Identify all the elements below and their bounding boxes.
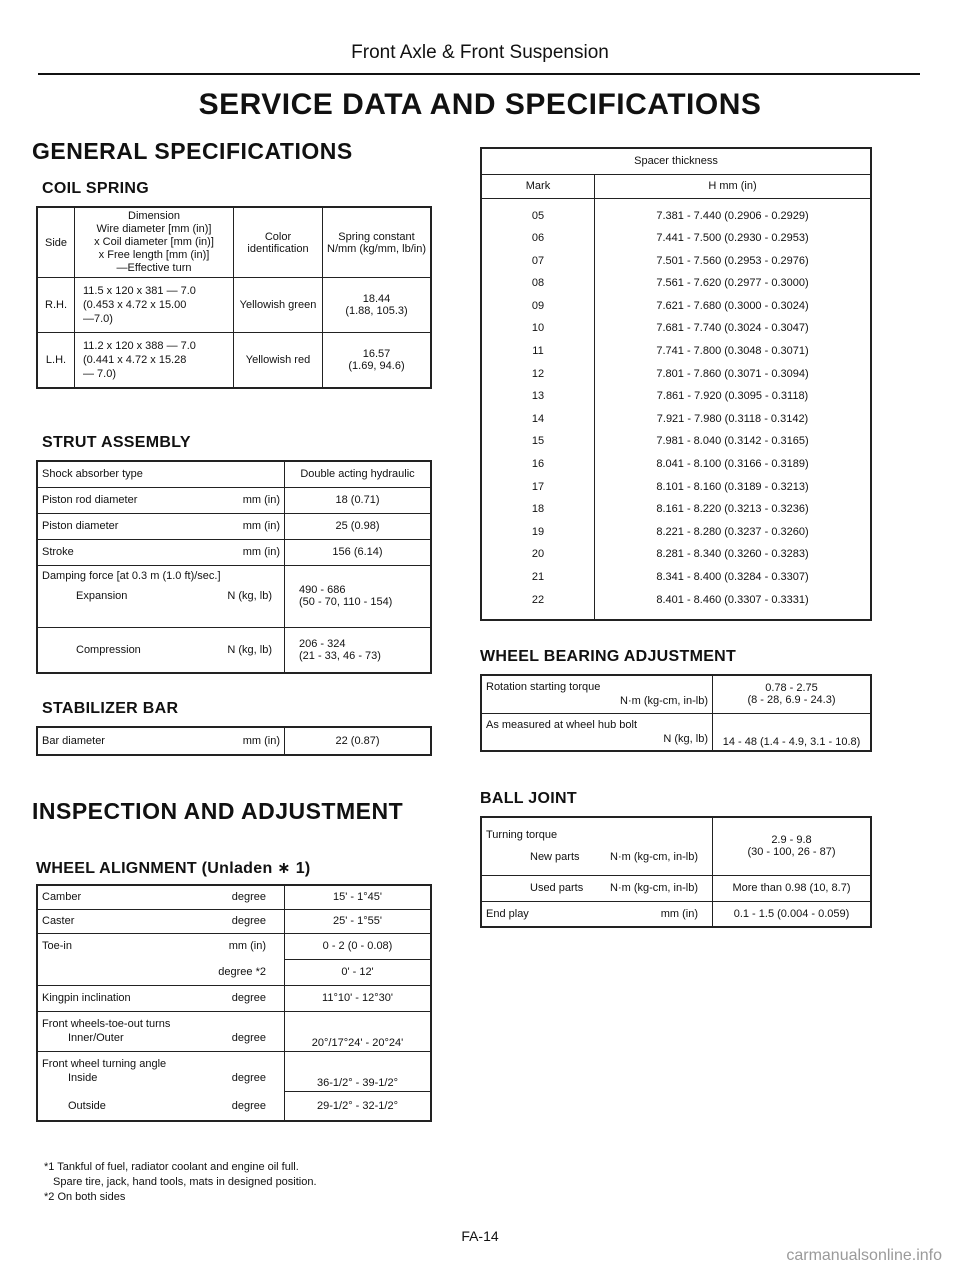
table-row <box>37 627 431 673</box>
spacer-value: 7.621 - 7.680 (0.3000 - 0.3024) <box>656 299 809 312</box>
compression-value-cell <box>285 627 432 673</box>
footnote-1: *1 Tankful of fuel, radiator coolant and engine oil full. <box>44 1161 299 1173</box>
strut-value-cell: Double acting hydraulic <box>285 461 432 487</box>
hub-bolt-value: 14 - 48 (1.4 - 4.9, 3.1 - 10.8) <box>713 713 872 751</box>
color-cell: Yellowish green <box>234 278 323 333</box>
new-parts-unit: N·m (kg-cm, in-lb) <box>610 851 698 864</box>
outside-unit: degree <box>231 1099 266 1112</box>
spacer-value: 8.341 - 8.400 (0.3284 - 0.3307) <box>656 571 809 583</box>
toe-in-unit-degree: degree *2 <box>218 965 266 978</box>
spacer-value: 7.741 - 7.800 (0.3048 - 0.3071) <box>656 345 809 358</box>
align-label-cell <box>37 909 285 933</box>
outside-value: 29-1/2° - 32-1/2° <box>285 1091 432 1121</box>
table-row <box>37 278 431 333</box>
rotation-label: Rotation starting torque <box>486 681 601 694</box>
dim-line: 11.2 x 120 x 388 — 7.0 <box>83 339 196 352</box>
turning-angle-label: Front wheel turning angle <box>42 1058 167 1071</box>
side-cell: R.H. <box>37 278 75 333</box>
spacer-value: 7.381 - 7.440 (0.2906 - 0.2929) <box>656 209 809 222</box>
table-row <box>37 985 431 1011</box>
toe-out-unit: degree <box>231 1032 266 1044</box>
table-row <box>37 565 431 627</box>
strut-label-cell <box>37 461 285 487</box>
spacer-value: 8.101 - 8.160 (0.3189 - 0.3213) <box>656 480 809 493</box>
spacer-value: 7.501 - 7.560 (0.2953 - 0.2976) <box>656 254 809 267</box>
spacer-mark: 12 <box>531 367 545 380</box>
table-row <box>481 713 871 751</box>
bearing-label-cell <box>481 675 713 713</box>
spacer-mark: 09 <box>531 299 545 312</box>
strut-label: Stroke <box>42 546 74 558</box>
spacer-value: 7.561 - 7.620 (0.2977 - 0.3000) <box>656 277 809 290</box>
align-label-cell <box>37 933 285 959</box>
ball-joint-heading: BALL JOINT <box>480 790 577 807</box>
running-header: Front Axle & Front Suspension <box>351 42 609 63</box>
footnote-1-cont: Spare tire, jack, hand tools, mats in designed position. <box>53 1176 317 1188</box>
turning-torque-label: Turning torque <box>486 829 558 842</box>
spacer-mark: 10 <box>531 322 545 335</box>
end-play-value: 0.1 - 1.5 (0.004 - 0.059) <box>713 901 872 927</box>
compression-value: (21 - 33, 46 - 73) <box>299 649 381 662</box>
dimension-cell <box>75 333 234 388</box>
spacer-value: 7.921 - 7.980 (0.3118 - 0.3142) <box>656 412 809 425</box>
strut-value-cell: 156 (6.14) <box>285 539 432 565</box>
stabilizer-table <box>36 726 432 756</box>
outside-label: Outside <box>68 1099 106 1112</box>
table-row <box>481 675 871 713</box>
spring-cell <box>323 278 432 333</box>
damping-label-cell <box>37 565 285 627</box>
dim-line: (0.453 x 4.72 x 15.00 <box>83 299 187 311</box>
coil-spring-heading: COIL SPRING <box>42 180 150 197</box>
coil-spring-table <box>36 206 432 389</box>
spacer-mark: 17 <box>531 480 545 493</box>
new-parts-value <box>713 817 872 875</box>
table-row <box>481 148 871 174</box>
spacer-mark: 20 <box>531 548 545 561</box>
caster-value: 25' - 1°55' <box>285 909 432 933</box>
dim-head-line: x Free length [mm (in)] <box>98 249 210 261</box>
inside-unit: degree <box>231 1072 266 1085</box>
table-row <box>481 817 871 875</box>
spacer-mark: 15 <box>531 435 545 448</box>
table-row <box>37 539 431 565</box>
inspection-heading: INSPECTION AND ADJUSTMENT <box>32 798 404 824</box>
table-row <box>481 198 871 620</box>
table-row <box>37 1091 431 1121</box>
dimension-cell <box>75 278 234 333</box>
side-cell: L.H. <box>37 333 75 388</box>
compression-label: Compression <box>76 643 141 656</box>
strut-assembly-table <box>36 460 432 674</box>
spacer-mark: 16 <box>531 458 545 471</box>
header-rule <box>38 73 920 75</box>
stabilizer-unit: mm (in) <box>242 735 280 747</box>
dim-line: (0.441 x 4.72 x 15.28 <box>83 353 187 366</box>
strut-value-cell: 18 (0.71) <box>285 487 432 513</box>
inside-value: 36-1/2° - 39-1/2° <box>285 1051 432 1091</box>
compression-label-cell <box>37 627 285 673</box>
strut-value-cell: 25 (0.98) <box>285 513 432 539</box>
kingpin-unit: degree <box>231 992 266 1004</box>
toe-in-degree-value: 0' - 12' <box>285 959 432 985</box>
toe-out-value: 20°/17°24' - 20°24' <box>285 1011 432 1051</box>
spacer-mark: 07 <box>531 254 545 267</box>
spacer-mark: 21 <box>531 571 545 583</box>
damping-label: Damping force [at 0.3 m (1.0 ft)/sec.] <box>42 569 221 582</box>
camber-unit: degree <box>231 891 266 904</box>
wheel-alignment-heading: WHEEL ALIGNMENT (Unladen ∗ 1) <box>36 860 311 877</box>
strut-label-cell <box>37 539 285 565</box>
used-parts-label: Used parts <box>530 882 584 894</box>
wheel-bearing-heading: WHEEL BEARING ADJUSTMENT <box>480 648 737 665</box>
table-row <box>37 207 431 278</box>
end-play-unit: mm (in) <box>660 907 698 920</box>
marks-cell <box>481 198 595 620</box>
stabilizer-label-cell <box>37 727 285 755</box>
color-cell: Yellowish red <box>234 333 323 388</box>
used-parts-unit: N·m (kg-cm, in-lb) <box>610 882 698 894</box>
rotation-unit: N·m (kg-cm, in-lb) <box>620 695 708 708</box>
dim-head-line: Wire diameter [mm (in)] <box>96 223 212 235</box>
ball-joint-table <box>480 816 872 928</box>
spacer-value: 7.681 - 7.740 (0.3024 - 0.3047) <box>656 322 809 335</box>
footnotes <box>44 1160 317 1205</box>
spacer-mark: 22 <box>531 593 545 606</box>
spacer-thickness-table <box>480 147 872 621</box>
spacer-mark: 14 <box>531 412 545 425</box>
spacer-mark: 06 <box>531 232 545 245</box>
compression-value: 206 - 324 <box>299 637 346 650</box>
table-row <box>37 959 431 985</box>
general-specifications-heading: GENERAL SPECIFICATIONS <box>32 138 353 164</box>
spacer-value: 8.221 - 8.280 (0.3237 - 0.3260) <box>656 525 809 538</box>
table-row <box>37 727 431 755</box>
dim-line: — 7.0) <box>83 367 117 380</box>
table-row <box>37 333 431 388</box>
compression-unit: N (kg, lb) <box>227 643 272 656</box>
spacer-value: 8.281 - 8.340 (0.3260 - 0.3283) <box>656 548 809 561</box>
strut-label-cell <box>37 513 285 539</box>
footnote-2: *2 On both sides <box>44 1191 126 1203</box>
table-row <box>37 487 431 513</box>
strut-label: Shock absorber type <box>42 468 143 481</box>
align-label-cell <box>37 959 285 985</box>
caster-label: Caster <box>42 915 75 927</box>
table-row <box>481 901 871 927</box>
col-spring-constant: Spring constant N/mm (kg/mm, lb/in) <box>323 207 432 278</box>
col-side: Side <box>37 207 75 278</box>
table-row <box>481 875 871 901</box>
spacer-value: 8.041 - 8.100 (0.3166 - 0.3189) <box>656 458 809 471</box>
rotation-value-line: (8 - 28, 6.9 - 24.3) <box>747 694 836 707</box>
toe-in-label: Toe-in <box>42 940 72 953</box>
kingpin-value: 11°10' - 12°30' <box>285 985 432 1011</box>
align-label-cell <box>37 985 285 1011</box>
rotation-value-line: 0.78 - 2.75 <box>765 682 818 695</box>
spacer-mark: 18 <box>531 503 545 516</box>
spacer-mark: 11 <box>532 345 544 358</box>
expansion-value: 490 - 686 <box>299 584 346 596</box>
spring-line: 18.44 <box>362 293 391 305</box>
wheel-alignment-table <box>36 884 432 1122</box>
col-color: Color identification <box>234 207 323 278</box>
marks-list <box>486 205 590 612</box>
wheel-bearing-table <box>480 674 872 752</box>
spring-cell <box>323 333 432 388</box>
spacer-value: 7.801 - 7.860 (0.3071 - 0.3094) <box>656 367 809 380</box>
table-row <box>37 885 431 909</box>
ball-label-cell <box>481 875 713 901</box>
end-play-label: End play <box>486 907 529 920</box>
align-label-cell <box>37 1011 285 1051</box>
strut-assembly-heading: STRUT ASSEMBLY <box>42 434 191 451</box>
spacer-mark: 19 <box>531 525 545 538</box>
stabilizer-bar-heading: STABILIZER BAR <box>42 700 179 717</box>
table-row <box>37 1051 431 1091</box>
page-title: SERVICE DATA AND SPECIFICATIONS <box>198 88 762 121</box>
table-row <box>481 174 871 198</box>
toe-in-value: 0 - 2 (0 - 0.08) <box>285 933 432 959</box>
strut-label: Piston rod diameter <box>42 494 138 506</box>
ball-label-cell <box>481 901 713 927</box>
rotation-value <box>713 675 872 713</box>
align-label-cell <box>37 885 285 909</box>
table-row <box>37 513 431 539</box>
strut-unit: mm (in) <box>242 520 280 532</box>
table-row <box>37 461 431 487</box>
spring-line: (1.88, 105.3) <box>345 305 408 317</box>
hub-bolt-unit: N (kg, lb) <box>663 732 708 745</box>
spacer-value: 8.161 - 8.220 (0.3213 - 0.3236) <box>656 503 809 516</box>
toe-out-label: Front wheels-toe-out turns <box>42 1018 171 1030</box>
ball-label-cell <box>481 817 713 875</box>
inside-label: Inside <box>68 1072 98 1085</box>
dim-line: —7.0) <box>83 313 113 325</box>
dim-head-line: —Effective turn <box>116 262 192 274</box>
strut-unit: mm (in) <box>242 546 280 558</box>
used-parts-value: More than 0.98 (10, 8.7) <box>713 875 872 901</box>
caster-unit: degree <box>231 915 266 927</box>
values-list <box>599 205 866 612</box>
table-row <box>37 909 431 933</box>
spring-line: 16.57 <box>362 347 391 360</box>
camber-label: Camber <box>42 891 82 904</box>
col-mark: Mark <box>481 174 595 198</box>
spacer-mark: 13 <box>531 390 545 403</box>
page-number: FA-14 <box>461 1228 499 1244</box>
new-parts-label: New parts <box>530 851 580 864</box>
col-h: H mm (in) <box>595 174 872 198</box>
spacer-mark: 08 <box>531 277 545 290</box>
strut-label: Piston diameter <box>42 520 119 532</box>
spacer-value: 8.401 - 8.460 (0.3307 - 0.3331) <box>656 593 809 606</box>
values-cell <box>595 198 872 620</box>
stabilizer-label: Bar diameter <box>42 735 105 747</box>
align-label-cell <box>37 1091 285 1121</box>
dim-line: 11.5 x 120 x 381 — 7.0 <box>83 285 196 297</box>
expansion-label: Expansion <box>76 589 128 602</box>
expansion-value-cell <box>285 565 432 627</box>
strut-label-cell <box>37 487 285 513</box>
spacer-mark: 05 <box>531 209 545 222</box>
spacer-value: 7.981 - 8.040 (0.3142 - 0.3165) <box>656 435 809 448</box>
dim-head-line: Dimension <box>128 210 180 222</box>
toe-in-unit: mm (in) <box>228 940 266 953</box>
spring-line: (1.69, 94.6) <box>348 359 405 372</box>
hub-bolt-label: As measured at wheel hub bolt <box>486 718 638 731</box>
stabilizer-value-cell: 22 (0.87) <box>285 727 432 755</box>
align-label-cell <box>37 1051 285 1091</box>
spacer-value: 7.441 - 7.500 (0.2930 - 0.2953) <box>656 232 809 245</box>
col-dimension <box>75 207 234 278</box>
table-row <box>37 1011 431 1051</box>
dim-head-line: x Coil diameter [mm (in)] <box>94 236 214 248</box>
bearing-label-cell <box>481 713 713 751</box>
table-row <box>37 933 431 959</box>
toe-out-sub-label: Inner/Outer <box>68 1032 124 1044</box>
new-parts-value-line: (30 - 100, 26 - 87) <box>747 846 836 859</box>
kingpin-label: Kingpin inclination <box>42 992 131 1004</box>
new-parts-value-line: 2.9 - 9.8 <box>771 834 812 847</box>
strut-unit: mm (in) <box>242 494 280 506</box>
watermark: carmanualsonline.info <box>786 1247 942 1264</box>
expansion-unit: N (kg, lb) <box>227 589 272 602</box>
camber-value: 15' - 1°45' <box>285 885 432 909</box>
spacer-value: 7.861 - 7.920 (0.3095 - 0.3118) <box>656 390 809 403</box>
expansion-value: (50 - 70, 110 - 154) <box>299 596 393 608</box>
spacer-title: Spacer thickness <box>481 148 871 174</box>
